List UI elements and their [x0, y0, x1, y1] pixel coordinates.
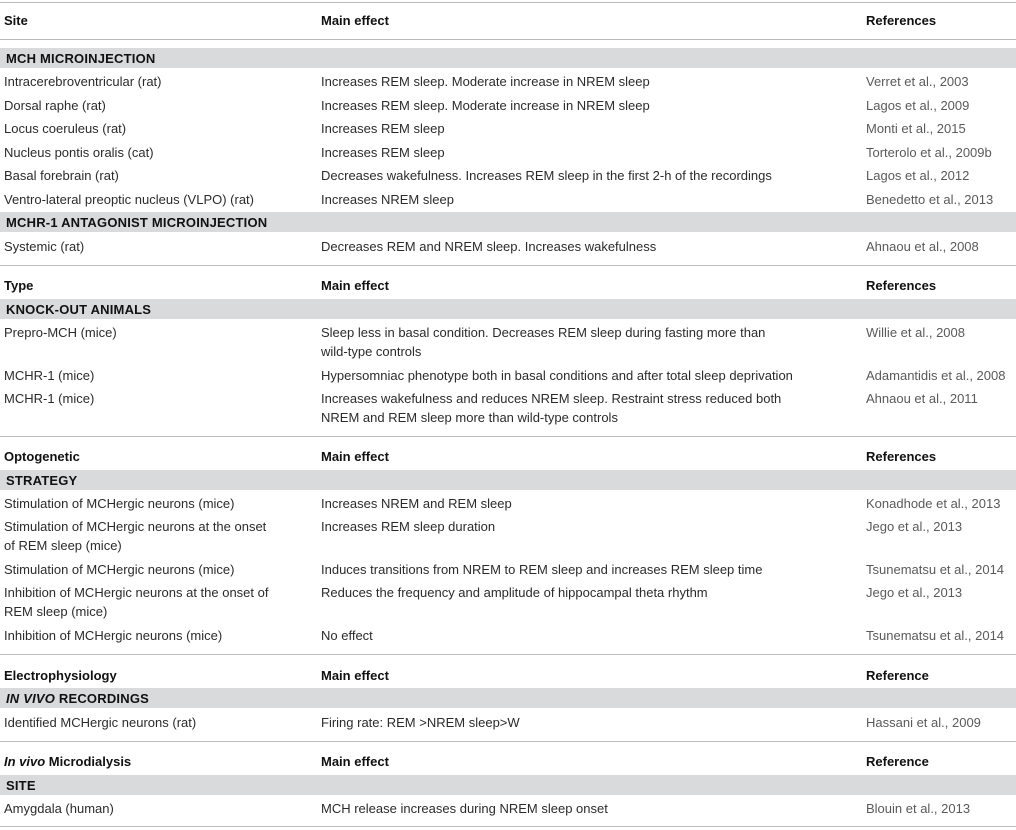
header-reference: Reference — [866, 754, 929, 769]
section-band-mch-microinjection — [0, 48, 1016, 68]
table-row — [0, 494, 1016, 514]
table-header — [0, 276, 1016, 296]
cell-site: MCHR-1 (mice) — [4, 391, 95, 406]
cell-site: Ventro-lateral preoptic nucleus (VLPO) (rat) — [4, 192, 254, 207]
cell-strategy: Stimulation of MCHergic neurons (mice) — [4, 496, 235, 511]
section-title: KNOCK-OUT ANIMALS — [6, 302, 152, 317]
table-header — [0, 666, 1016, 686]
header-site: Site — [4, 13, 28, 28]
cell-effect: Increases REM sleep duration — [321, 519, 496, 534]
table-row — [0, 366, 1016, 386]
header-references: References — [866, 278, 937, 293]
cell-effect: Increases NREM and REM sleep — [321, 496, 512, 511]
table-row — [0, 190, 1016, 210]
cell-site: Prepro-MCH (mice) — [4, 325, 117, 340]
section-band-mchr1-antagonist — [0, 212, 1016, 232]
header-type: Type — [4, 278, 34, 293]
cell-effect: Reduces the frequency and amplitude of hippocampal theta rhythm — [321, 585, 708, 600]
cell-reference: Ahnaou et al., 2011 — [866, 391, 978, 406]
section-title: MCHR-1 ANTAGONIST MICROINJECTION — [6, 215, 268, 230]
section-band-in-vivo-recordings — [0, 688, 1016, 708]
header-reference: Reference — [866, 668, 929, 683]
table-row — [0, 517, 1016, 557]
cell-site: Systemic (rat) — [4, 239, 85, 254]
table-row — [0, 626, 1016, 646]
header-optogenetic: Optogenetic — [4, 449, 80, 464]
cell-reference: Tsunematsu et al., 2014 — [866, 628, 1005, 643]
cell-strategy: Stimulation of MCHergic neurons (mice) — [4, 562, 235, 577]
cell-reference: Blouin et al., 2013 — [866, 801, 971, 816]
section-title: MCH MICROINJECTION — [6, 51, 156, 66]
header-references: References — [866, 13, 937, 28]
cell-reference: Willie et al., 2008 — [866, 325, 965, 340]
table-row — [0, 72, 1016, 92]
table-header — [0, 752, 1016, 772]
cell-strategy-line2: of REM sleep (mice) — [4, 538, 122, 553]
cell-reference: Jego et al., 2013 — [866, 585, 963, 600]
cell-strategy-line1: Inhibition of MCHergic neurons at the onset of — [4, 585, 269, 600]
cell-effect-line1: Hypersomniac phenotype both in basal conditions and after total sleep deprivation — [321, 368, 793, 383]
cell-effect: Increases REM sleep. Moderate increase in NREM sleep — [321, 74, 650, 89]
header-main-effect: Main effect — [321, 13, 389, 28]
cell-strategy: Inhibition of MCHergic neurons (mice) — [4, 628, 223, 643]
header-main-effect: Main effect — [321, 278, 389, 293]
cell-reference: Lagos et al., 2009 — [866, 98, 970, 113]
table-row — [0, 143, 1016, 163]
header-main-effect: Main effect — [321, 668, 389, 683]
cell-effect: Increases NREM sleep — [321, 192, 454, 207]
cell-effect: Increases REM sleep — [321, 145, 445, 160]
cell-strategy-line1: Stimulation of MCHergic neurons at the onset — [4, 519, 267, 534]
table-bottom-border — [0, 826, 1016, 827]
cell-reference: Verret et al., 2003 — [866, 74, 969, 89]
cell-strategy-line2: REM sleep (mice) — [4, 604, 108, 619]
cell-reference: Konadhode et al., 2013 — [866, 496, 1001, 511]
table-header — [0, 2, 1016, 40]
cell-effect: Induces transitions from NREM to REM sleep and increases REM sleep time — [321, 562, 763, 577]
section-divider — [0, 654, 1016, 655]
header-references: References — [866, 449, 937, 464]
cell-site: MCHR-1 (mice) — [4, 368, 95, 383]
table-row — [0, 799, 1016, 819]
table-row — [0, 389, 1016, 429]
section-title: SITE — [6, 778, 36, 793]
section-band-knock-out-animals — [0, 299, 1016, 319]
table-row — [0, 237, 1016, 257]
section-divider — [0, 436, 1016, 437]
cell-reference: Monti et al., 2015 — [866, 121, 966, 136]
section-divider — [0, 741, 1016, 742]
cell-reference: Torterolo et al., 2009b — [866, 145, 992, 160]
table-row — [0, 323, 1016, 363]
table-row — [0, 560, 1016, 580]
cell-reference: Hassani et al., 2009 — [866, 715, 981, 730]
cell-site: Basal forebrain (rat) — [4, 168, 119, 183]
cell-reference: Adamantidis et al., 2008 — [866, 368, 1006, 383]
cell-effect: Increases REM sleep. Moderate increase in NREM sleep — [321, 98, 650, 113]
cell-site: Intracerebroventricular (rat) — [4, 74, 162, 89]
cell-reference: Lagos et al., 2012 — [866, 168, 970, 183]
section-divider — [0, 265, 1016, 266]
cell-effect: Firing rate: REM >NREM sleep>W — [321, 715, 520, 730]
cell-effect: Decreases wakefulness. Increases REM sleep in the first 2-h of the recordings — [321, 168, 772, 183]
cell-effect: No effect — [321, 628, 373, 643]
cell-effect-line1: Increases wakefulness and reduces NREM sleep. Restraint stress reduced both — [321, 391, 782, 406]
header-main-effect: Main effect — [321, 449, 389, 464]
table-row — [0, 166, 1016, 186]
cell-reference: Tsunematsu et al., 2014 — [866, 562, 1005, 577]
cell-reference: Jego et al., 2013 — [866, 519, 963, 534]
table-row — [0, 119, 1016, 139]
cell-site: Locus coeruleus (rat) — [4, 121, 127, 136]
table-header — [0, 447, 1016, 467]
header-rest: Microdialysis — [45, 754, 132, 769]
section-title-rest: RECORDINGS — [55, 691, 150, 706]
cell-effect: Decreases REM and NREM sleep. Increases wakefulness — [321, 239, 657, 254]
section-title: STRATEGY — [6, 473, 78, 488]
header-main-effect: Main effect — [321, 754, 389, 769]
section-title — [6, 689, 906, 708]
cell-site: Amygdala (human) — [4, 801, 114, 816]
cell-effect-line2: NREM and REM sleep more than wild-type controls — [321, 410, 618, 425]
cell-effect: Increases REM sleep — [321, 121, 445, 136]
table-row — [0, 713, 1016, 733]
cell-reference: Benedetto et al., 2013 — [866, 192, 994, 207]
section-title-italic: IN VIVO — [6, 691, 56, 706]
header-in-vivo-microdialysis — [4, 752, 309, 771]
table-row — [0, 583, 1016, 623]
section-band-site — [0, 775, 1016, 795]
cell-effect-line2: wild-type controls — [321, 344, 422, 359]
section-band-strategy — [0, 470, 1016, 490]
cell-reference: Ahnaou et al., 2008 — [866, 239, 979, 254]
cell-effect-line1: Sleep less in basal condition. Decreases REM sleep during fasting more than — [321, 325, 766, 340]
table-row — [0, 96, 1016, 116]
header-italic: In vivo — [4, 754, 46, 769]
header-electrophysiology: Electrophysiology — [4, 668, 117, 683]
cell-site: Dorsal raphe (rat) — [4, 98, 106, 113]
cell-site: Identified MCHergic neurons (rat) — [4, 715, 197, 730]
cell-site: Nucleus pontis oralis (cat) — [4, 145, 154, 160]
cell-effect: MCH release increases during NREM sleep onset — [321, 801, 608, 816]
